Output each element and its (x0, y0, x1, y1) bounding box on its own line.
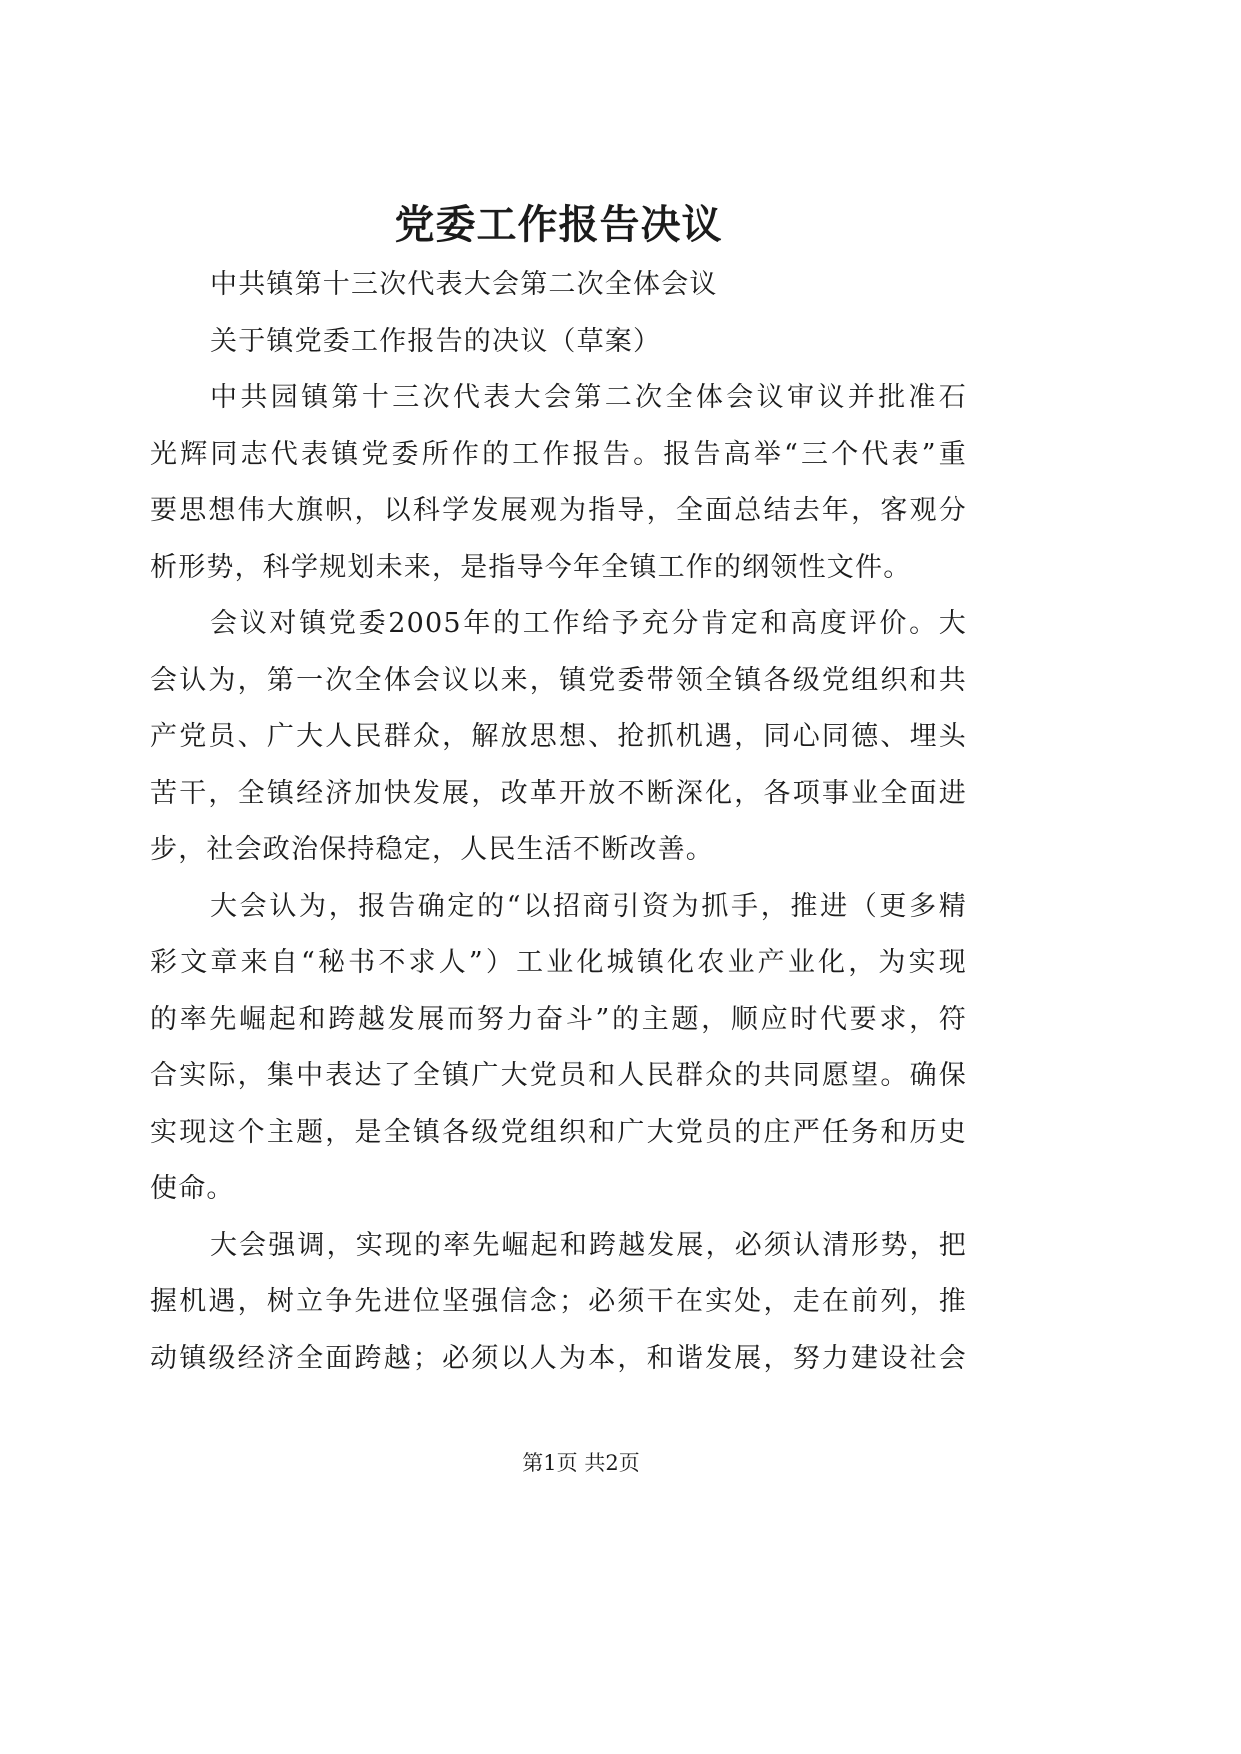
document-body (150, 257, 967, 1387)
text-line: 会议对镇党委2005年的工作给予充分肯定和高度评价。大 (210, 608, 967, 639)
text-line: 中共镇第十三次代表大会第二次全体会议 (210, 269, 718, 300)
text-line: 关于镇党委工作报告的决议（草案） (210, 325, 662, 357)
paragraph-theme (150, 879, 967, 1218)
paragraph-approval (150, 370, 967, 596)
text-line: 合实际，集中表达了全镇广大党员和人民群众的共同愿望。确保 (150, 1060, 967, 1091)
text-line: 实现这个主题，是全镇各级党组织和广大党员的庄严任务和历史 (150, 1116, 967, 1148)
text-line: 要思想伟大旗帜，以科学发展观为指导，全面总结去年，客观分 (150, 495, 967, 526)
paragraph-evaluation (150, 596, 967, 879)
paragraph-meeting-name (150, 257, 967, 314)
text-line: 中共园镇第十三次代表大会第二次全体会议审议并批准石 (210, 382, 967, 413)
text-line: 产党员、广大人民群众，解放思想、抢抓机遇，同心同德、埋头 (150, 721, 967, 752)
paragraph-emphasis (150, 1218, 967, 1388)
text-line: 大会强调，实现的率先崛起和跨越发展，必须认清形势，把 (210, 1229, 967, 1261)
text-line: 大会认为，报告确定的“以招商引资为抓手，推进（更多精 (210, 890, 967, 922)
text-line: 光辉同志代表镇党委所作的工作报告。报告高举“三个代表”重 (150, 438, 967, 470)
text-line: 步，社会政治保持稳定，人民生活不断改善。 (150, 834, 714, 865)
document-title: 党委工作报告决议 (394, 201, 723, 248)
text-line: 动镇级经济全面跨越；必须以人为本，和谐发展，努力建设社会 (150, 1342, 967, 1374)
text-line: 使命。 (150, 1173, 235, 1204)
text-line: 握机遇，树立争先进位坚强信念；必须干在实处，走在前列，推 (150, 1286, 967, 1317)
text-line: 苦干，全镇经济加快发展，改革开放不断深化，各项事业全面进 (150, 777, 967, 809)
text-line: 彩文章来自“秘书不求人”）工业化城镇化农业产业化，为实现 (150, 947, 967, 978)
paragraph-resolution-heading (150, 314, 967, 371)
page-number-footer: 第1页 共2页 (522, 1451, 640, 1475)
text-line: 析形势，科学规划未来，是指导今年全镇工作的纲领性文件。 (150, 551, 912, 583)
text-line: 的率先崛起和跨越发展而努力奋斗”的主题，顺应时代要求，符 (150, 1003, 967, 1035)
text-line: 会认为，第一次全体会议以来，镇党委带领全镇各级党组织和共 (150, 664, 967, 696)
